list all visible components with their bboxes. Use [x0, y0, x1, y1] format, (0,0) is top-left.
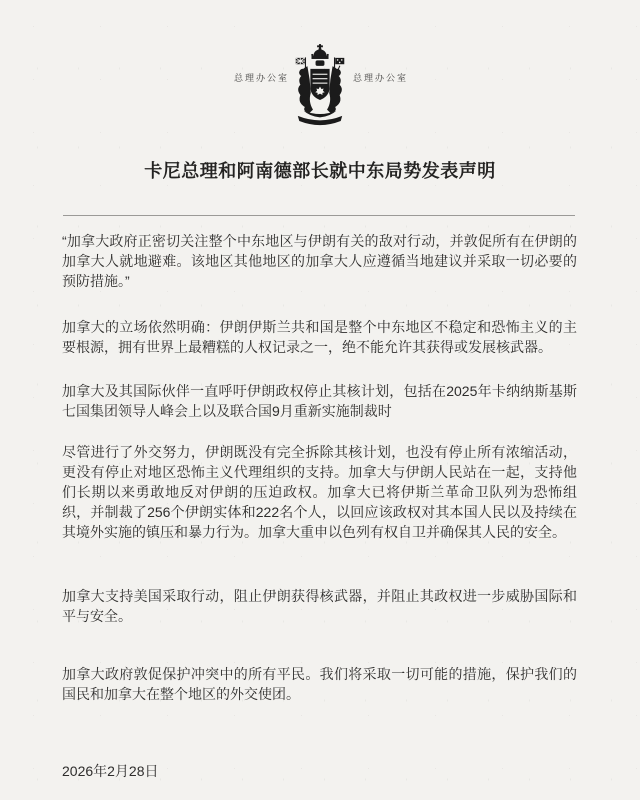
statement-date: 2026年2月28日: [62, 763, 159, 779]
statement-body: [62, 231, 577, 781]
statement-paragraph: 加拿大支持美国采取行动，阻止伊朗获得核武器，并阻止其政权进一步威胁国际和平与安全。: [62, 588, 577, 624]
org-label-left: 总理办公室: [234, 73, 290, 83]
statement-title: 卡尼总理和阿南德部长就中东局势发表声明: [144, 161, 496, 182]
statement-paragraph: 尽管进行了外交努力，伊朗既没有完全拆除其核计划，也没有停止所有浓缩活动，更没有停止对地区恐怖主义代理组织的支持。加拿大与伊朗人民站在一起，支持他们长期以来勇敢地反对伊朗的压迫政权。加拿大已将伊斯兰革命卫队列为恐怖组织，并制裁了256个伊朗实体和222名个人，以回应该政权对其本国人民以及持续在其境外实施的镇压和暴力行为。加拿大重申以色列有权自卫并确保其人民的安全。: [62, 444, 577, 540]
org-label-right: 总理办公室: [353, 73, 409, 83]
canada-coat-of-arms-icon: [283, 44, 357, 133]
statement-paragraph: 加拿大的立场依然明确：伊朗伊斯兰共和国是整个中东地区不稳定和恐怖主义的主要根源，拥有世界上最糟糕的人权记录之一，绝不能允许其获得或发展核武器。: [62, 319, 577, 355]
statement-paragraph: “加拿大政府正密切关注整个中东地区与伊朗有关的敌对行动，并敦促所有在伊朗的加拿大人就地避难。该地区其他地区的加拿大人应遵循当地建议并采取一切必要的预防措施。”: [62, 233, 577, 289]
statement-paragraph: 加拿大及其国际伙伴一直呼吁伊朗政权停止其核计划，包括在2025年卡纳纳斯基斯七国集团领导人峰会上以及联合国9月重新实施制裁时: [62, 383, 577, 419]
header-divider: [63, 215, 575, 216]
statement-paragraph: 加拿大政府敦促保护冲突中的所有平民。我们将采取一切可能的措施，保护我们的国民和加拿大在整个地区的外交使团。: [62, 666, 577, 702]
